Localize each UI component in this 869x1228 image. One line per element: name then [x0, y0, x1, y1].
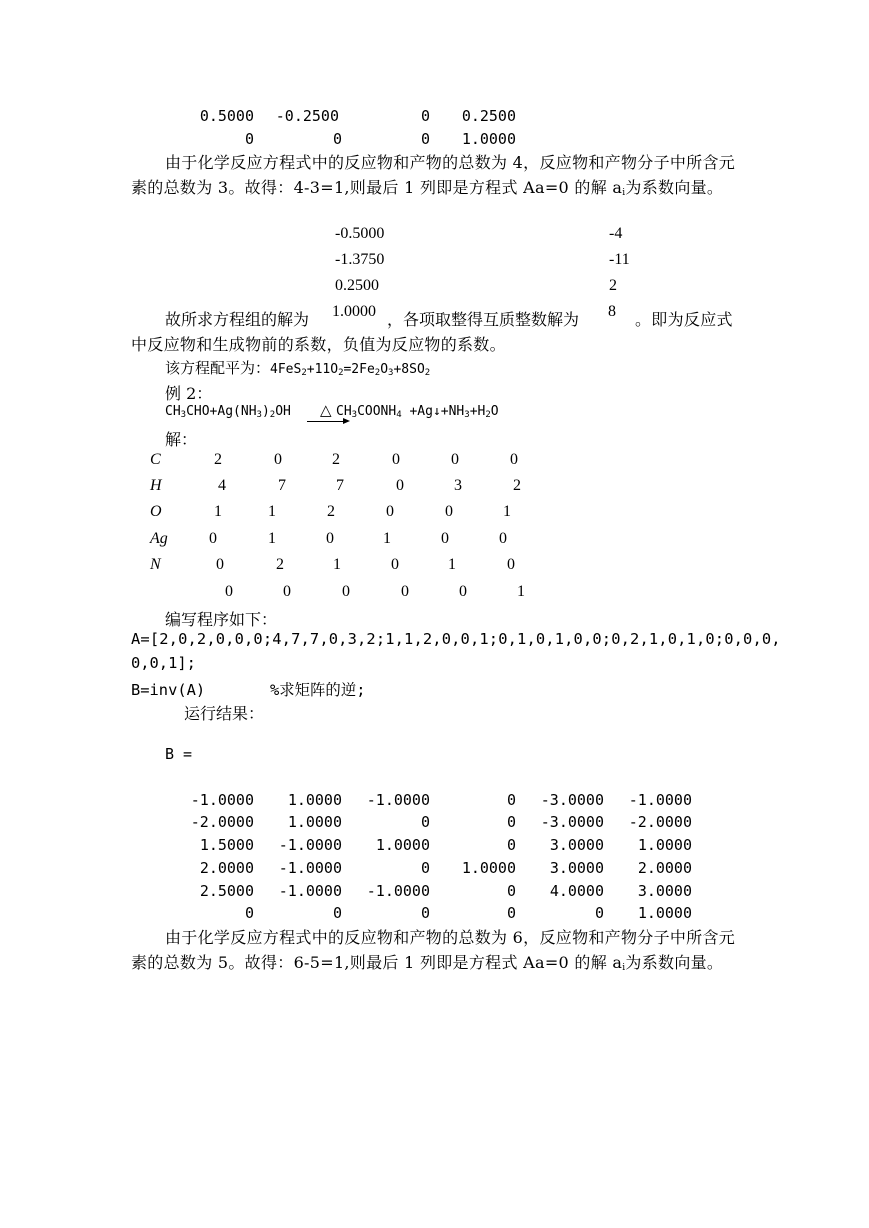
paragraph-2-mid: ，各项取整得互质整数解为: [387, 310, 580, 329]
matrix-cell: 0: [401, 583, 409, 600]
matrix-cell: 1.0000: [287, 813, 342, 831]
solution-value: -0.5000: [335, 225, 385, 242]
matrix-cell: 0: [506, 836, 516, 854]
matrix-cell: 0: [459, 583, 467, 600]
matrix-cell: -1.0000: [366, 791, 430, 809]
integer-value: 2: [609, 277, 617, 294]
solution-value: 0.2500: [335, 277, 379, 294]
matrix-cell: 7: [278, 477, 286, 494]
matrix-cell: -2.0000: [190, 813, 254, 831]
matrix-cell: 0: [420, 813, 430, 831]
paragraph-3: 由于化学反应方程式中的反应物和产物的总数为 6，反应物和产物分子中所含元素的总数为 5。故得：6-5=1,则最后 1 列即是方程式 Aa=0 的解 $a_i$为系数向量。: [131, 928, 736, 973]
matrix-cell: 0: [445, 503, 453, 520]
element-label: C: [150, 451, 161, 468]
matrix-cell: -0.2500: [275, 107, 339, 125]
matrix-cell: 7: [336, 477, 344, 494]
matrix-cell: 0: [332, 130, 342, 148]
run-result-label: 运行结果：: [184, 704, 265, 723]
matrix-cell: 0: [386, 503, 394, 520]
matrix-cell: 1.0000: [637, 904, 692, 922]
matrix-cell: 1: [268, 530, 276, 547]
matrix-cell: 0: [420, 130, 430, 148]
matrix-cell: 0: [332, 904, 342, 922]
matrix-cell: -3.0000: [540, 791, 604, 809]
matrix-cell: -1.0000: [278, 859, 342, 877]
matrix-cell: 2: [332, 451, 340, 468]
matrix-cell: 2: [513, 477, 521, 494]
matrix-cell: 0: [506, 882, 516, 900]
matrix-cell: 1: [333, 556, 341, 573]
matrix-cell: 0.2500: [461, 107, 516, 125]
matrix-cell: 0: [326, 530, 334, 547]
element-label: Ag: [150, 530, 168, 547]
matrix-cell: 0: [420, 904, 430, 922]
reaction-left: $CH_3CHO+Ag(NH_3)_2OH$: [165, 404, 291, 420]
paragraph-2-end: 。即为反应式中反应物和生成物前的系数，负值为反应物的系数。: [131, 310, 733, 354]
matrix-cell: 1.0000: [287, 791, 342, 809]
matrix-cell: -1.0000: [628, 791, 692, 809]
matrix-cell: 0: [274, 451, 282, 468]
matrix-cell: 3.0000: [637, 882, 692, 900]
integer-value: -4: [609, 225, 623, 242]
matrix-cell: 0: [441, 530, 449, 547]
matrix-cell: 0: [506, 791, 516, 809]
matrix-cell: 0: [396, 477, 404, 494]
matrix-cell: 0: [209, 530, 217, 547]
integer-value: -11: [609, 251, 630, 268]
code-line: B=inv(A) %求矩阵的逆;: [131, 681, 366, 699]
matrix-cell: 0: [244, 904, 254, 922]
matrix-cell: -1.0000: [190, 791, 254, 809]
solution-value: -1.3750: [335, 251, 385, 268]
matrix-cell: 1.0000: [375, 836, 430, 854]
balanced-equation: 该方程配平为：$4FeS_2+11O_2=2Fe_2O_3+8SO_2$: [165, 359, 431, 378]
matrix-cell: 0: [506, 904, 516, 922]
matrix-cell: -1.0000: [278, 836, 342, 854]
matrix-cell: -1.0000: [366, 882, 430, 900]
matrix-cell: 2: [214, 451, 222, 468]
matrix-cell: 4: [218, 477, 226, 494]
matrix-cell: 0: [391, 556, 399, 573]
reaction-arrow: [307, 421, 344, 422]
matrix-cell: 0.5000: [199, 107, 254, 125]
matrix-cell: 1: [268, 503, 276, 520]
solution-label: 解：: [165, 430, 198, 449]
element-label: N: [150, 556, 161, 573]
matrix-cell: 1: [214, 503, 222, 520]
code-line: A=[2,0,2,0,0,0;4,7,7,0,3,2;1,1,2,0,0,1;0,1,0,1,0,0;0,2,1,0,1,0;0,0,0,: [131, 630, 781, 648]
matrix-cell: 0: [451, 451, 459, 468]
program-label: 编写程序如下：: [165, 610, 278, 629]
matrix-cell: 1: [448, 556, 456, 573]
matrix-cell: 1.0000: [637, 836, 692, 854]
matrix-cell: 0: [510, 451, 518, 468]
matrix-cell: 0: [499, 530, 507, 547]
matrix-cell: -2.0000: [628, 813, 692, 831]
matrix-cell: 4.0000: [549, 882, 604, 900]
matrix-cell: 0: [216, 556, 224, 573]
matrix-cell: 3: [454, 477, 462, 494]
example-label: 例 2：: [165, 384, 213, 403]
matrix-cell: 1: [503, 503, 511, 520]
matrix-cell: 3.0000: [549, 836, 604, 854]
paragraph-2-start: 故所求方程组的解为: [165, 310, 310, 329]
solution-value: 1.0000: [332, 303, 376, 320]
matrix-cell: 0: [507, 556, 515, 573]
heat-condition: △: [320, 401, 332, 419]
matrix-cell: 1.5000: [199, 836, 254, 854]
code-line: 0,0,1];: [131, 654, 196, 672]
matrix-cell: -3.0000: [540, 813, 604, 831]
element-label: O: [150, 503, 162, 520]
paragraph-1: 由于化学反应方程式中的反应物和产物的总数为 4，反应物和产物分子中所含元素的总数为 3。故得：4-3=1,则最后 1 列即是方程式 Aa=0 的解 $a_i$为系数向量。: [131, 153, 736, 198]
matrix-name: B =: [165, 745, 193, 763]
matrix-cell: -1.0000: [278, 882, 342, 900]
reaction-right: $CH_3COONH_4$ $+Ag↓+NH_3+H_2O$: [336, 404, 499, 420]
matrix-cell: 2: [327, 503, 335, 520]
matrix-cell: 3.0000: [549, 859, 604, 877]
matrix-cell: 0: [283, 583, 291, 600]
matrix-cell: 0: [244, 130, 254, 148]
matrix-cell: 0: [420, 859, 430, 877]
matrix-cell: 2.0000: [199, 859, 254, 877]
matrix-cell: 2.5000: [199, 882, 254, 900]
matrix-cell: 1: [517, 583, 525, 600]
matrix-cell: 2.0000: [637, 859, 692, 877]
matrix-cell: 0: [342, 583, 350, 600]
matrix-cell: 1.0000: [461, 130, 516, 148]
matrix-cell: 0: [225, 583, 233, 600]
matrix-cell: 0: [420, 107, 430, 125]
matrix-cell: 1: [383, 530, 391, 547]
matrix-cell: 1.0000: [461, 859, 516, 877]
integer-value: 8: [608, 303, 616, 320]
matrix-cell: 0: [392, 451, 400, 468]
matrix-cell: 0: [506, 813, 516, 831]
matrix-cell: 0: [594, 904, 604, 922]
matrix-cell: 2: [276, 556, 284, 573]
element-label: H: [150, 477, 162, 494]
